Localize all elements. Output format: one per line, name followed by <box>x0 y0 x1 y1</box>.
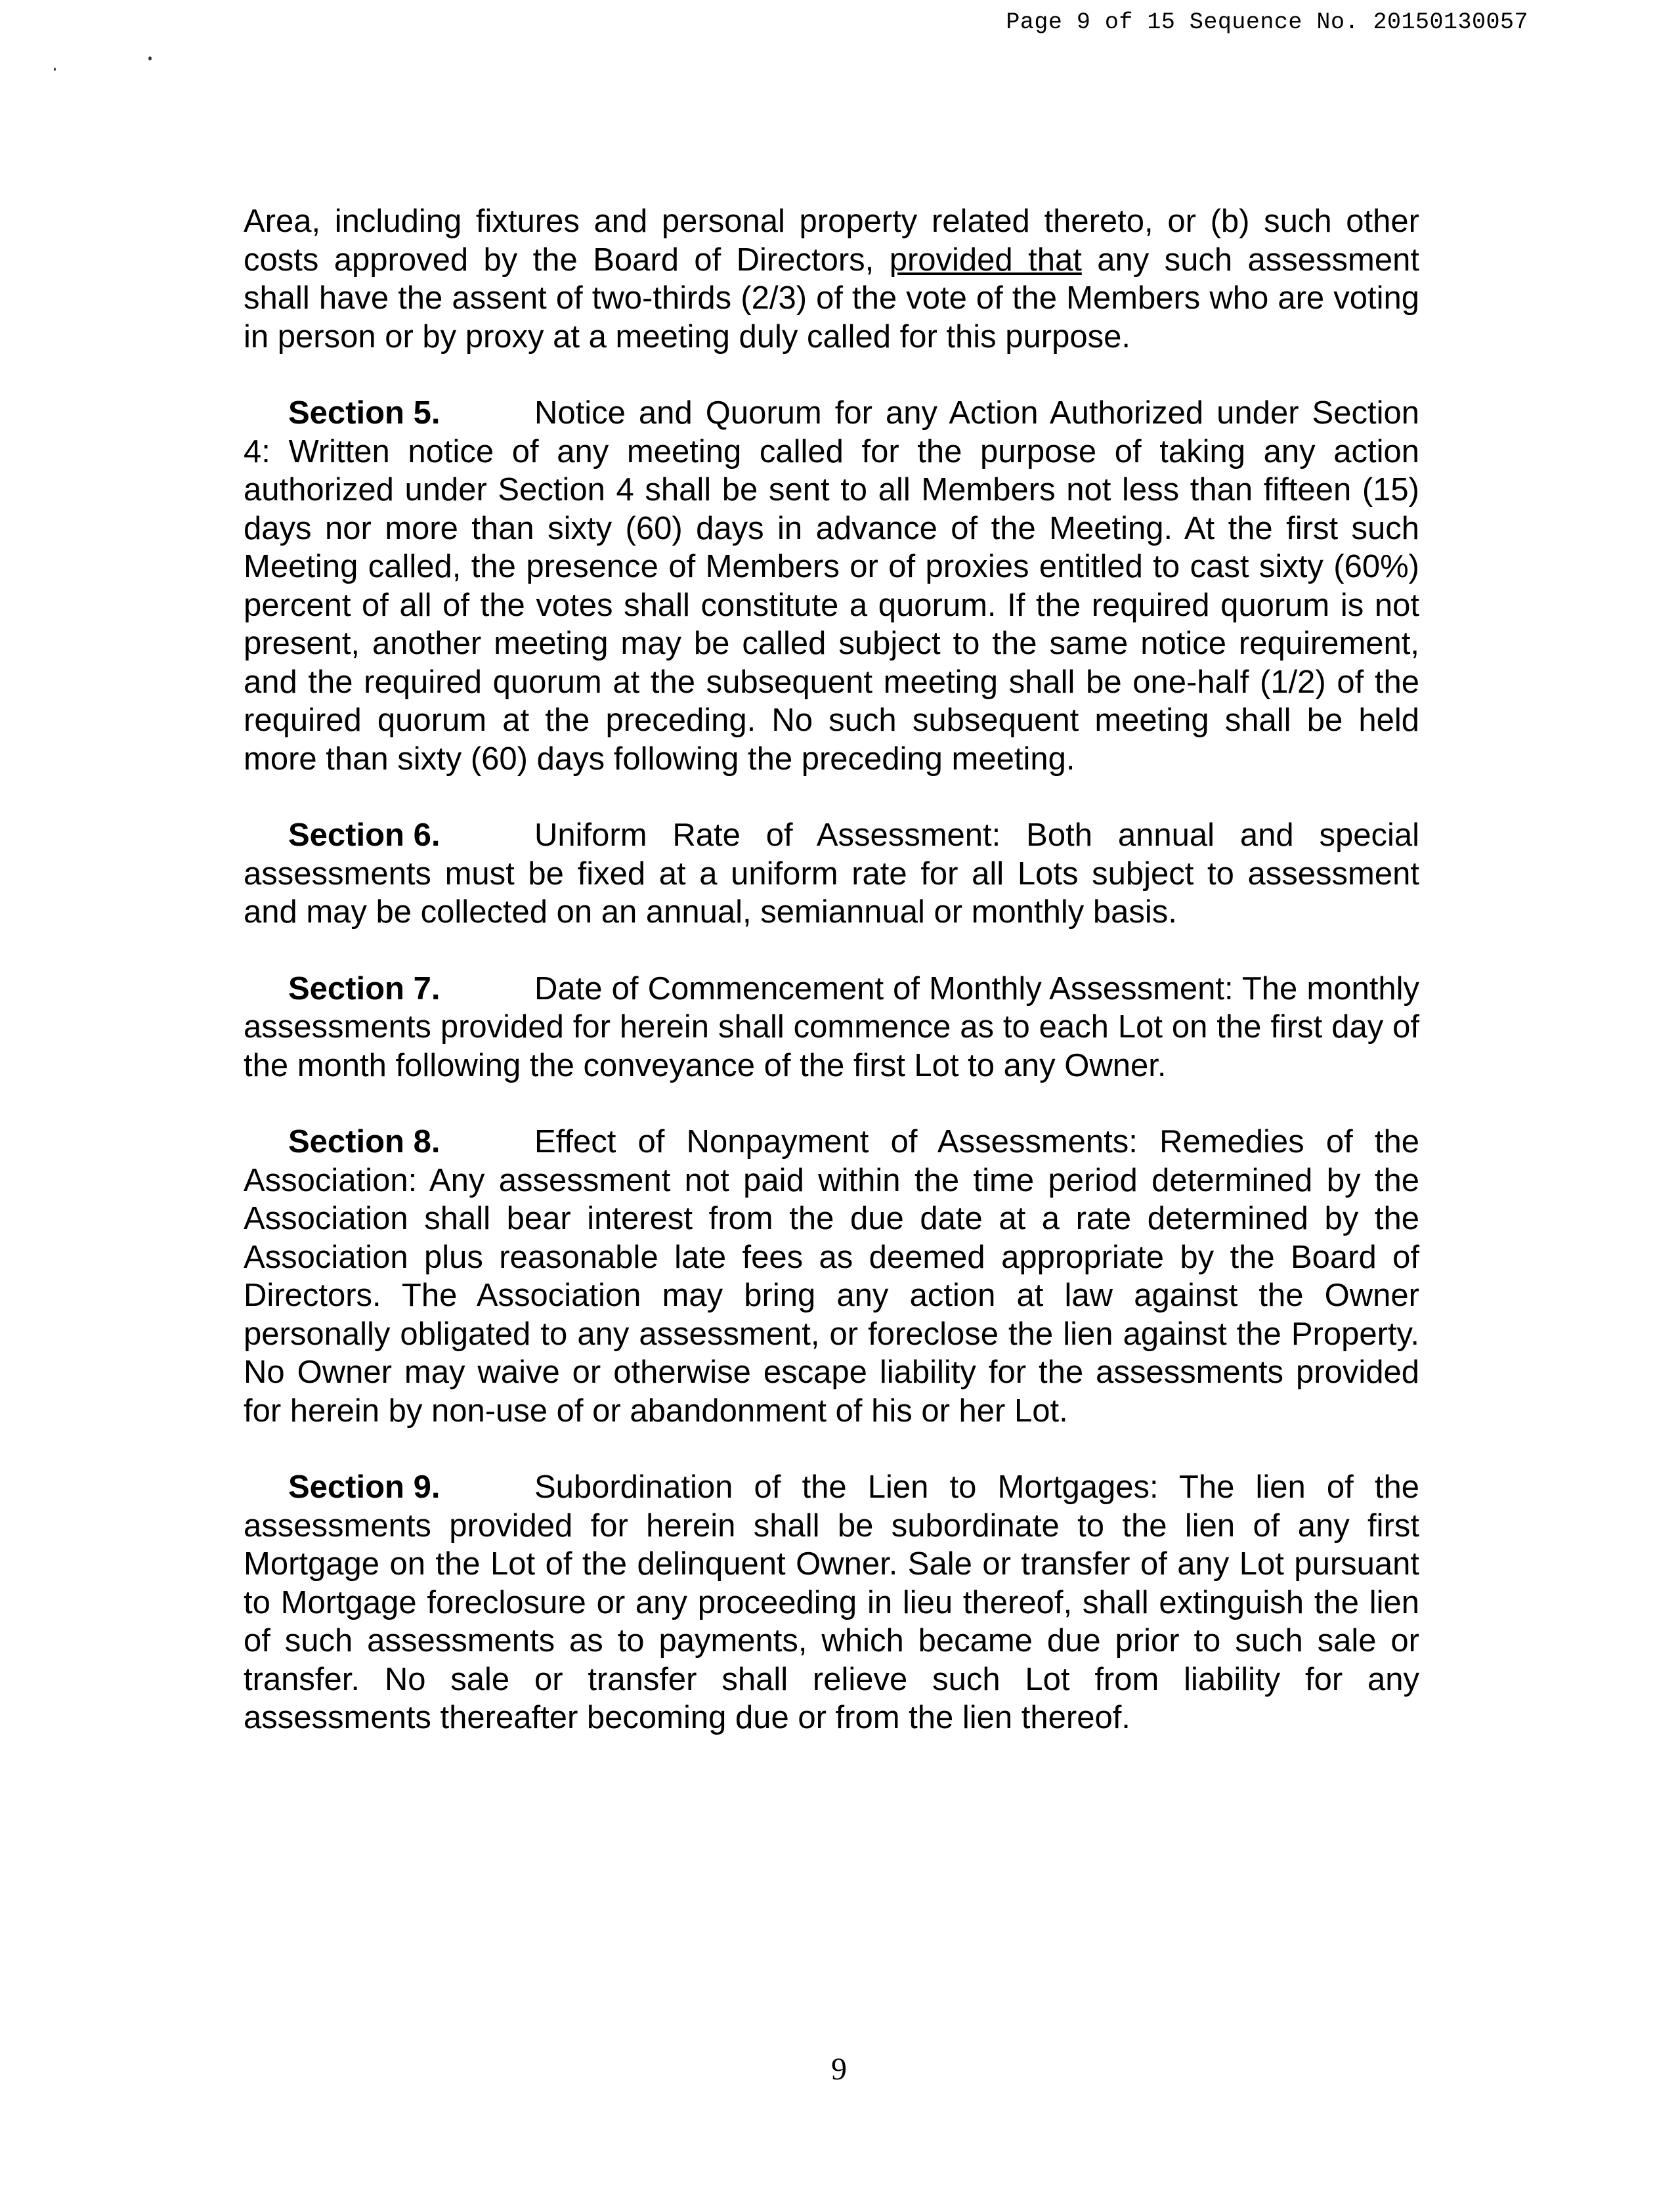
intro-text-end: any such assessment shall have the assent of two-thirds (2/3) of the vote of the Members who are voting in person or by proxy at a meeting duly called for this purpose. <box>244 242 1419 355</box>
section-7-label: Section 7. <box>288 970 441 1007</box>
document-body <box>244 202 1419 1775</box>
section-6-text: Uniform Rate of Assessment: Both annual and special assessments must be fixed at a uniform rate for all Lots subject to assessment and may be collected on an annual, semiannual or monthly basis. <box>244 817 1419 930</box>
page-header: Page 9 of 15 Sequence No. 20150130057 <box>1006 9 1528 35</box>
section-8-paragraph <box>244 1123 1419 1430</box>
scan-speck <box>54 68 56 71</box>
provided-that-underlined: provided that <box>889 242 1082 278</box>
section-9-paragraph <box>244 1468 1419 1737</box>
section-5-paragraph <box>244 394 1419 778</box>
section-7-text: Date of Commencement of Monthly Assessment: The monthly assessments provided for herein shall commence as to each Lot on the first day of the month following the conveyance of the first Lot to any Owner. <box>244 970 1419 1083</box>
section-6-label: Section 6. <box>288 817 441 853</box>
intro-paragraph <box>244 202 1419 356</box>
intro-text-start: Area, including fixtures and personal property related thereto, or (b) such other costs approved by the Board of Directors, <box>244 204 1419 278</box>
scan-speck <box>148 56 152 60</box>
section-9-text: Subordination of the Lien to Mortgages: The lien of the assessments provided for herein shall be subordinate to the lien of any first Mortgage on the Lot of the delinquent Owner. Sale or transfer of any Lot pursuant to Mortgage foreclosure or any proceeding in lieu thereof, shall extinguish the lien of such assessments as to payments, which became due prior to such sale or transfer. No sale or transfer shall relieve such Lot from liability for any assessments thereafter becoming due or from the lien thereof. <box>244 1469 1419 1735</box>
section-5-text: Notice and Quorum for any Action Authorized under Section 4: Written notice of any meeting called for the purpose of taking any action authorized under Section 4 shall be sent to all Members not less than fifteen (15) days nor more than sixty (60) days in advance of the Meeting. At the first such Meeting called, the presence of Members or of proxies entitled to cast sixty (60%) percent of all of the votes shall constitute a quorum. If the required quorum is not present, another meeting may be called subject to the same notice requirement, and the required quorum at the subsequent meeting shall be one-half (1/2) of the required quorum at the preceding. No such subsequent meeting shall be held more than sixty (60) days following the preceding meeting. <box>244 395 1419 777</box>
section-8-label: Section 8. <box>288 1124 441 1160</box>
section-9-label: Section 9. <box>288 1469 441 1505</box>
section-5-label: Section 5. <box>288 395 441 431</box>
page-number: 9 <box>831 2052 847 2087</box>
section-8-text: Effect of Nonpayment of Assessments: Remedies of the Association: Any assessment not paid within the time period determined by the Association shall bear interest from the due date at a rate determined by the Association plus reasonable late fees as deemed appropriate by the Board of Directors. The Association may bring any action at law against the Owner personally obligated to any assessment, or foreclose the lien against the Property. No Owner may waive or otherwise escape liability for the assessments provided for herein by non-use of or abandonment of his or her Lot. <box>244 1124 1419 1429</box>
section-6-paragraph <box>244 816 1419 932</box>
section-7-paragraph <box>244 970 1419 1085</box>
